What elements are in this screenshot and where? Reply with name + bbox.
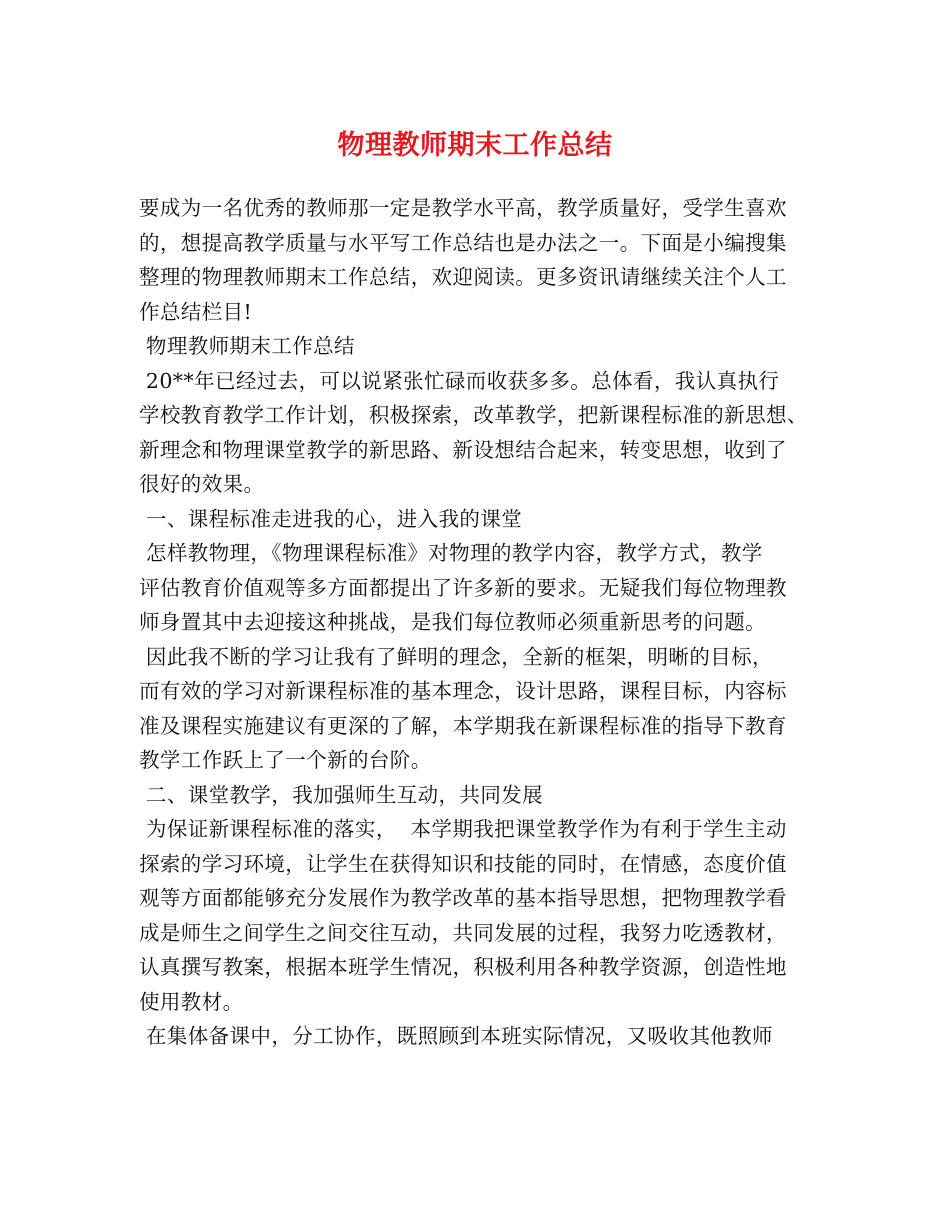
text-line: 的，想提高教学质量与水平写工作总结也是办法之一。下面是小编搜集 bbox=[139, 230, 787, 255]
text-line: 准及课程实施建议有更深的了解，本学期我在新课程标准的指导下教育 bbox=[139, 713, 787, 738]
text-line: 师身置其中去迎接这种挑战，是我们每位教师必须重新思考的问题。 bbox=[139, 610, 766, 634]
text-line: 评估教育价值观等多方面都提出了许多新的要求。无疑我们每位物理教 bbox=[139, 575, 787, 600]
section-heading: 物理教师期末工作总结 bbox=[139, 334, 355, 358]
text-line: 观等方面都能够充分发展作为教学改革的基本指导思想，把物理教学看 bbox=[139, 886, 787, 910]
text-line: 作总结栏目! bbox=[139, 299, 253, 324]
text-line: 在集体备课中，分工协作，既照顾到本班实际情况，又吸收其他教师 bbox=[139, 1024, 773, 1048]
text-line: 要成为一名优秀的教师那一定是教学水平高，教学质量好，受学生喜欢 bbox=[139, 196, 787, 220]
text-line: 很好的效果。 bbox=[139, 472, 265, 496]
text-line: 20**年已经过去，可以说紧张忙碌而收获多多。总体看，我认真执行 bbox=[139, 368, 780, 393]
text-line: 学校教育教学工作计划，积极探索，改革教学，把新课程标准的新思想、 bbox=[139, 403, 808, 427]
section-heading: 二、课堂教学，我加强师生互动，共同发展 bbox=[139, 782, 544, 807]
text-line: 认真撰写教案，根据本班学生情况，积极利用各种教学资源，创造性地 bbox=[139, 955, 787, 979]
text-line: 怎样教物理，《物理课程标准》对物理的教学内容，教学方式，教学 bbox=[139, 541, 763, 565]
text-line: 而有效的学习对新课程标准的基本理念，设计思路，课程目标，内容标 bbox=[139, 679, 787, 703]
section-heading: 一、课程标准走进我的心，进入我的课堂 bbox=[139, 506, 523, 531]
document-title: 物理教师期末工作总结 bbox=[337, 130, 613, 161]
text-line: 成是师生之间学生之间交往互动，共同发展的过程，我努力吃透教材， bbox=[139, 920, 787, 945]
text-line: 因此我不断的学习让我有了鲜明的理念，全新的框架，明晰的目标， bbox=[139, 644, 773, 669]
document-body bbox=[139, 191, 819, 1054]
text-line: 为保证新课程标准的落实， 本学期我把课堂教学作为有利于学生主动 bbox=[139, 817, 787, 841]
text-line: 教学工作跃上了一个新的台阶。 bbox=[139, 748, 432, 772]
text-line: 新理念和物理课堂教学的新思路、新设想结合起来，转变思想，收到了 bbox=[139, 437, 787, 462]
text-line: 使用教材。 bbox=[139, 989, 244, 1014]
text-line: 探索的学习环境，让学生在获得知识和技能的同时，在情感，态度价值 bbox=[139, 851, 787, 876]
text-line: 整理的物理教师期末工作总结，欢迎阅读。更多资讯请继续关注个人工 bbox=[139, 265, 787, 289]
